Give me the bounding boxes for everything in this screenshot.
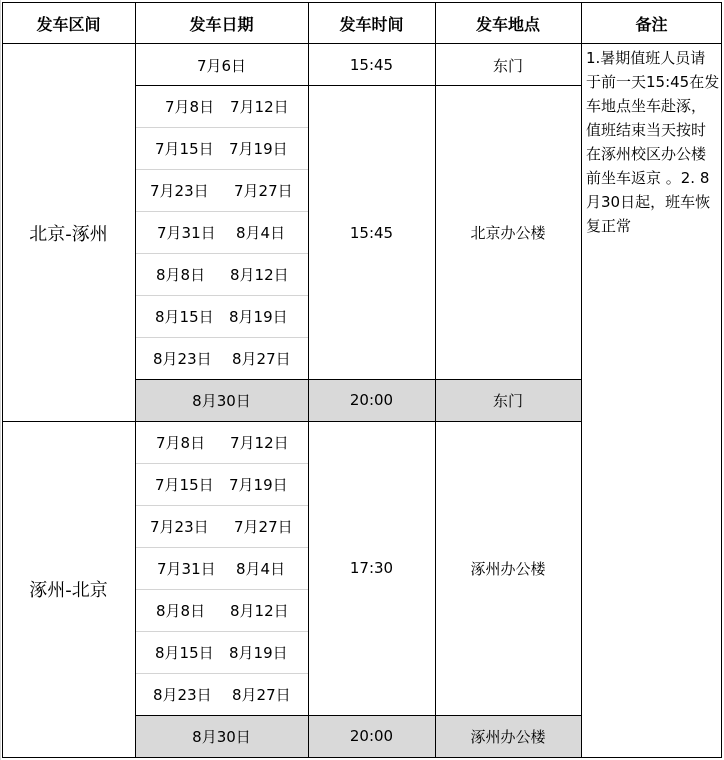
date-left: 8月23日 [153, 350, 212, 368]
header-date: 发车日期 [189, 14, 254, 34]
region-zhuozhou-beijing: 涿州-北京 [29, 580, 108, 601]
date-left: 7月8日 [156, 434, 206, 452]
date-right: 7月27日 [234, 518, 293, 536]
date-right: 8月12日 [230, 602, 289, 620]
time-cell: 17:30 [349, 559, 394, 577]
date-right: 8月27日 [232, 686, 291, 704]
border-line [435, 2, 436, 758]
date-right: 7月19日 [229, 140, 288, 158]
date-cell: 8月30日 [192, 391, 251, 410]
time-cell: 20:00 [349, 391, 394, 409]
border-line [135, 379, 581, 380]
header-time: 发车时间 [339, 14, 404, 34]
grid-line [135, 211, 308, 212]
border-line [135, 715, 581, 716]
border-line [2, 421, 581, 422]
date-left: 7月31日 [157, 224, 216, 242]
date-cell: 7月6日 [196, 56, 247, 75]
remark-text: 1.暑期值班人员请于前一天15:45在发车地点坐车赴涿，值班结束当天按时在涿州校区办公楼前坐车返京 。2. 8月30日起，班车恢复正常 [586, 49, 720, 235]
grid-line [135, 631, 308, 632]
date-left: 7月23日 [150, 518, 209, 536]
time-cell: 20:00 [349, 727, 394, 745]
date-left: 7月15日 [155, 140, 214, 158]
border-line [2, 757, 722, 758]
border-line [135, 2, 136, 758]
header-place: 发车地点 [475, 14, 540, 34]
date-left: 8月15日 [155, 644, 214, 662]
place-cell: 东门 [492, 56, 523, 75]
date-right: 8月19日 [229, 644, 288, 662]
border-line [135, 85, 581, 86]
border-line [2, 2, 722, 3]
grid-line [135, 337, 308, 338]
grid-line [135, 673, 308, 674]
date-right: 7月12日 [230, 98, 289, 116]
grid-line [135, 127, 308, 128]
time-cell: 15:45 [349, 56, 394, 74]
date-left: 7月31日 [157, 560, 216, 578]
border-line [308, 2, 309, 758]
time-cell: 15:45 [349, 223, 394, 242]
date-right: 8月19日 [229, 308, 288, 326]
date-right: 8月27日 [232, 350, 291, 368]
header-section: 发车区间 [36, 14, 101, 34]
grid-line [135, 589, 308, 590]
place-cell: 北京办公楼 [470, 224, 546, 242]
border-line [721, 2, 722, 758]
date-left: 8月15日 [155, 308, 214, 326]
place-cell: 东门 [492, 391, 523, 410]
grid-line [135, 169, 308, 170]
date-right: 7月12日 [230, 434, 289, 452]
date-right: 8月4日 [236, 224, 286, 242]
date-left: 7月8日 [165, 98, 215, 116]
date-right: 7月27日 [234, 182, 293, 200]
date-left: 8月23日 [153, 686, 212, 704]
grid-line [135, 547, 308, 548]
date-left: 7月23日 [150, 182, 209, 200]
border-line [2, 43, 722, 44]
date-cell: 8月30日 [192, 727, 251, 746]
date-left: 7月15日 [155, 476, 214, 494]
grid-line [135, 463, 308, 464]
grid-line [135, 295, 308, 296]
date-right: 8月4日 [236, 560, 286, 578]
date-left: 8月8日 [156, 266, 206, 284]
date-right: 7月19日 [229, 476, 288, 494]
grid-line [0, 0, 1, 760]
header-remark: 备注 [635, 14, 668, 34]
region-beijing-zhuozhou: 北京-涿州 [29, 223, 108, 245]
place-cell: 涿州办公楼 [470, 727, 546, 746]
grid-line [135, 253, 308, 254]
date-right: 8月12日 [230, 266, 289, 284]
grid-line [135, 505, 308, 506]
date-left: 8月8日 [156, 602, 206, 620]
place-cell: 涿州办公楼 [470, 559, 546, 578]
border-line [2, 2, 3, 758]
border-line [581, 2, 582, 758]
